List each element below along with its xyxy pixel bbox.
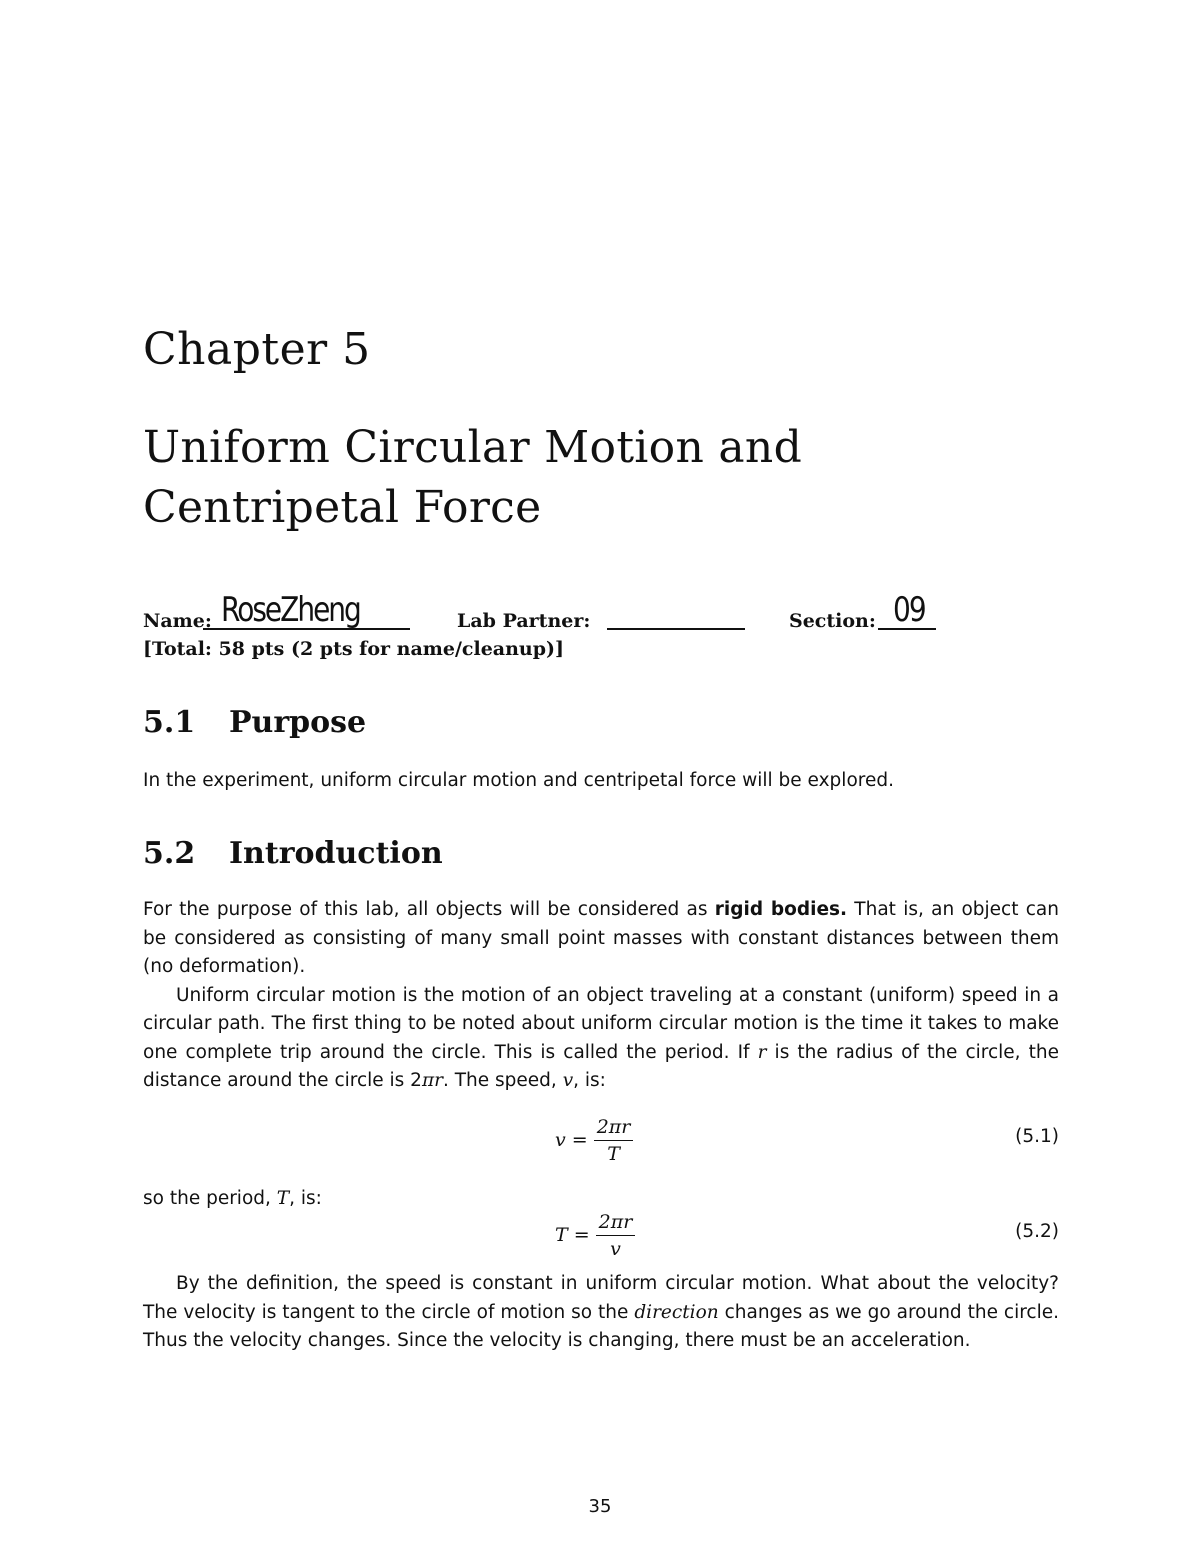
equation-lhs: T = [555, 1224, 590, 1246]
equation-lhs: v = [555, 1129, 588, 1151]
text-run: so the period, [143, 1188, 277, 1209]
text-run: is the radius of the circle, the distance around the circle is 2 [143, 1041, 1059, 1091]
fraction-numerator: 2πr [596, 1211, 636, 1236]
text-run: That is, an object can be considered as consisting of many small point masses with constant distances between them (no deformation). [143, 899, 1059, 977]
math-v: v [562, 1070, 574, 1091]
direction-emphasis: direction [634, 1301, 719, 1323]
name-handwriting: RoseZheng [221, 589, 360, 630]
text-run: , is: [573, 1070, 606, 1091]
text-run: By the definition, the speed is constant in uniform circular motion. What about the velocity? The velocity is tangent to the circle of motion so the [143, 1273, 1059, 1323]
chapter-title-line-1: Uniform Circular Motion and [143, 422, 803, 473]
text-run: For the purpose of this lab, all objects will be considered as [143, 899, 715, 920]
rigid-bodies-term: rigid bodies. [714, 899, 848, 920]
section-title: Purpose [229, 705, 367, 740]
section-label: Section: [789, 610, 876, 632]
section-title: Introduction [229, 836, 443, 871]
lab-partner-field-line[interactable] [607, 628, 745, 630]
intro-paragraph-3-block [143, 1270, 1059, 1356]
chapter-label: Chapter 5 [143, 324, 371, 375]
equation-5-1 [143, 1112, 1059, 1168]
math-T: T [276, 1188, 290, 1209]
equation-number: (5.2) [1015, 1221, 1059, 1242]
math-pi-r: πr [421, 1070, 443, 1091]
intro-paragraph-1 [143, 896, 1059, 982]
text-run: . The speed, [442, 1070, 563, 1091]
section-heading-introduction [143, 836, 443, 871]
text-run: Uniform circular motion is the motion of an object traveling at a constant (uniform) speed in a circular path. The first thing to be noted about uniform circular motion is the time it takes to make one complete trip around the circle. This is called the period. If [143, 984, 1059, 1063]
total-points: [Total: 58 pts (2 pts for name/cleanup)] [143, 638, 564, 660]
section-handwriting: 09 [893, 589, 925, 630]
section-number: 5.1 [143, 705, 196, 740]
purpose-text: In the experiment, uniform circular motion and centripetal force will be explored. [143, 770, 894, 791]
fraction-numerator: 2πr [594, 1116, 634, 1141]
student-info-form [143, 589, 1063, 638]
section-heading-purpose [143, 705, 366, 740]
fraction [594, 1116, 634, 1165]
equation-number: (5.1) [1015, 1126, 1059, 1147]
introduction-paragraphs [143, 896, 1059, 1096]
fraction-denominator: T [607, 1142, 620, 1165]
lab-partner-label: Lab Partner: [457, 610, 591, 632]
chapter-title-line-2: Centripetal Force [143, 482, 542, 533]
chapter-title [143, 418, 1043, 538]
fraction-denominator: v [610, 1237, 621, 1260]
purpose-paragraph [143, 767, 1059, 796]
section-number: 5.2 [143, 836, 196, 871]
equation-body [555, 1112, 633, 1168]
intro-paragraph-2 [143, 982, 1059, 1096]
equation-5-2 [143, 1207, 1059, 1263]
text-run: , is: [289, 1188, 322, 1209]
equation-body [555, 1207, 635, 1263]
fraction [596, 1211, 636, 1260]
intro-paragraph-3 [143, 1270, 1059, 1356]
math-r: r [757, 1041, 767, 1063]
text-run: changes as we go around the circle. Thus the velocity changes. Since the velocity is changing, there must be an acceleration. [143, 1301, 1059, 1351]
page-number: 35 [588, 1496, 612, 1517]
name-label: Name: [143, 610, 212, 632]
